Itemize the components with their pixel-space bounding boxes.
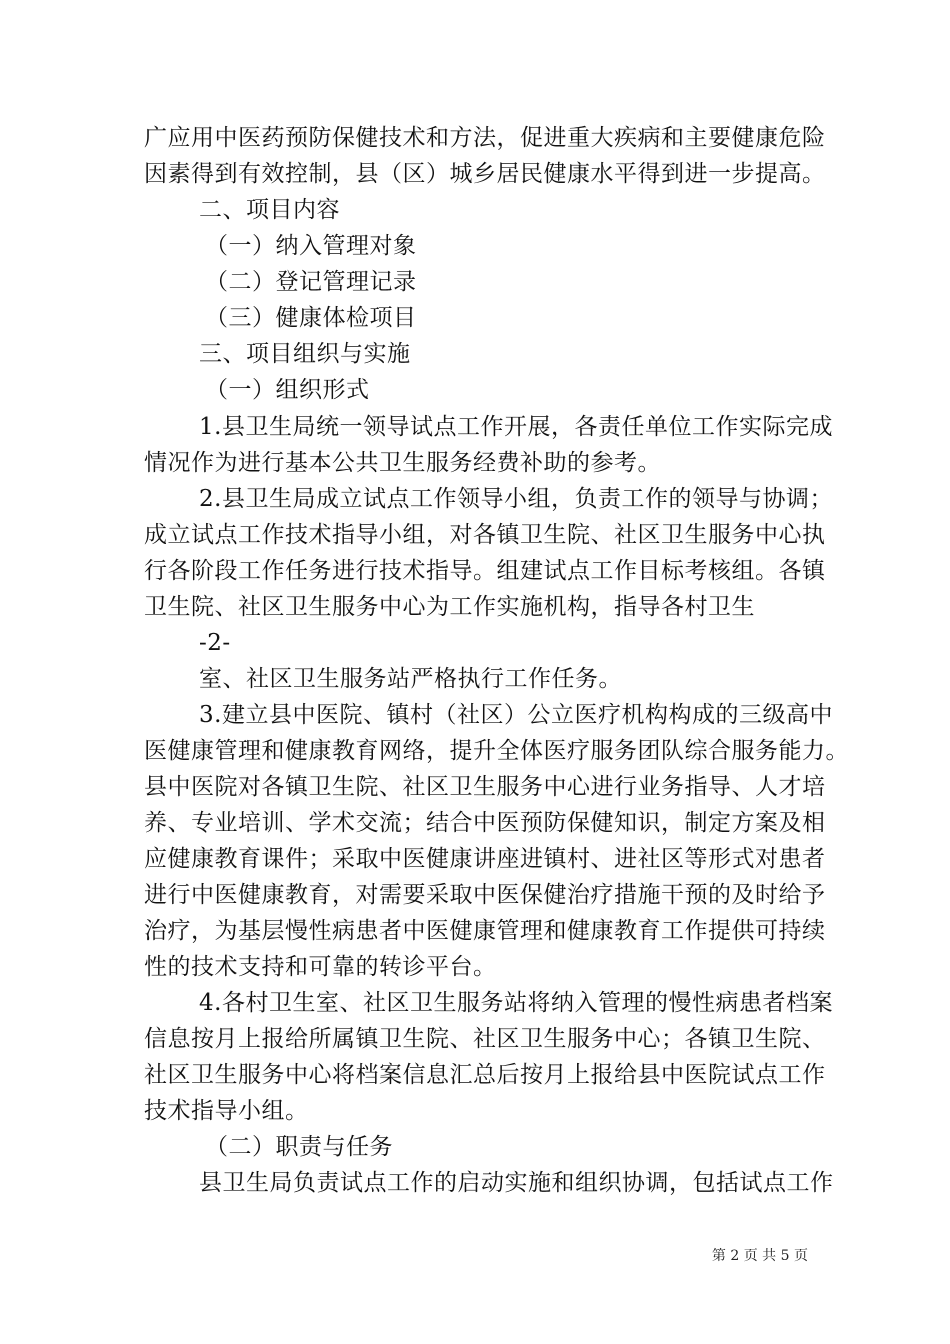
text-line: 技术指导小组。 <box>144 1098 309 1124</box>
text-line: 县中医院对各镇卫生院、社区卫生服务中心进行业务指导、人才培 <box>144 774 826 800</box>
text-line: 行各阶段工作任务进行技术指导。组建试点工作目标考核组。各镇 <box>144 558 826 584</box>
text-line: 成立试点工作技术指导小组，对各镇卫生院、社区卫生服务中心执 <box>144 522 826 548</box>
subsection-heading: （二）登记管理记录 <box>205 269 417 295</box>
subsection-heading: （一）纳入管理对象 <box>205 233 417 259</box>
inline-page-number: -2- <box>199 630 231 656</box>
text-line: 性的技术支持和可靠的转诊平台。 <box>144 954 497 980</box>
text-line: 治疗，为基层慢性病患者中医健康管理和健康教育工作提供可持续 <box>144 918 826 944</box>
text-line: 因素得到有效控制，县（区）城乡居民健康水平得到进一步提高。 <box>144 161 826 187</box>
text-line: 进行中医健康教育，对需要采取中医保健治疗措施干预的及时给予 <box>144 882 826 908</box>
subsection-heading: （一）组织形式 <box>205 377 370 403</box>
text-line: 社区卫生服务中心将档案信息汇总后按月上报给县中医院试点工作 <box>144 1062 826 1088</box>
section-heading: 三、项目组织与实施 <box>199 341 411 367</box>
text-line: 医健康管理和健康教育网络，提升全体医疗服务团队综合服务能力。 <box>144 738 849 764</box>
page-footer: 第 2 页 共 5 页 <box>711 1248 808 1264</box>
text-line: 情况作为进行基本公共卫生服务经费补助的参考。 <box>144 450 661 476</box>
text-line: 1.县卫生局统一领导试点工作开展，各责任单位工作实际完成 <box>199 414 833 440</box>
text-line: 信息按月上报给所属镇卫生院、社区卫生服务中心；各镇卫生院、 <box>144 1026 826 1052</box>
text-line: 卫生院、社区卫生服务中心为工作实施机构，指导各村卫生 <box>144 594 755 620</box>
text-line: 4.各村卫生室、社区卫生服务站将纳入管理的慢性病患者档案 <box>199 990 833 1016</box>
text-line: 室、社区卫生服务站严格执行工作任务。 <box>199 666 622 692</box>
section-heading: 二、项目内容 <box>199 197 340 223</box>
subsection-heading: （三）健康体检项目 <box>205 305 417 331</box>
text-line: 2.县卫生局成立试点工作领导小组，负责工作的领导与协调； <box>199 486 833 512</box>
text-line: 县卫生局负责试点工作的启动实施和组织协调，包括试点工作 <box>199 1170 834 1196</box>
text-line: 养、专业培训、学术交流；结合中医预防保健知识，制定方案及相 <box>144 810 826 836</box>
subsection-heading: （二）职责与任务 <box>205 1134 393 1160</box>
text-line: 广应用中医药预防保健技术和方法，促进重大疾病和主要健康危险 <box>144 125 826 151</box>
text-line: 应健康教育课件；采取中医健康讲座进镇村、进社区等形式对患者 <box>144 846 826 872</box>
text-line: 3.建立县中医院、镇村（社区）公立医疗机构构成的三级高中 <box>199 702 833 728</box>
